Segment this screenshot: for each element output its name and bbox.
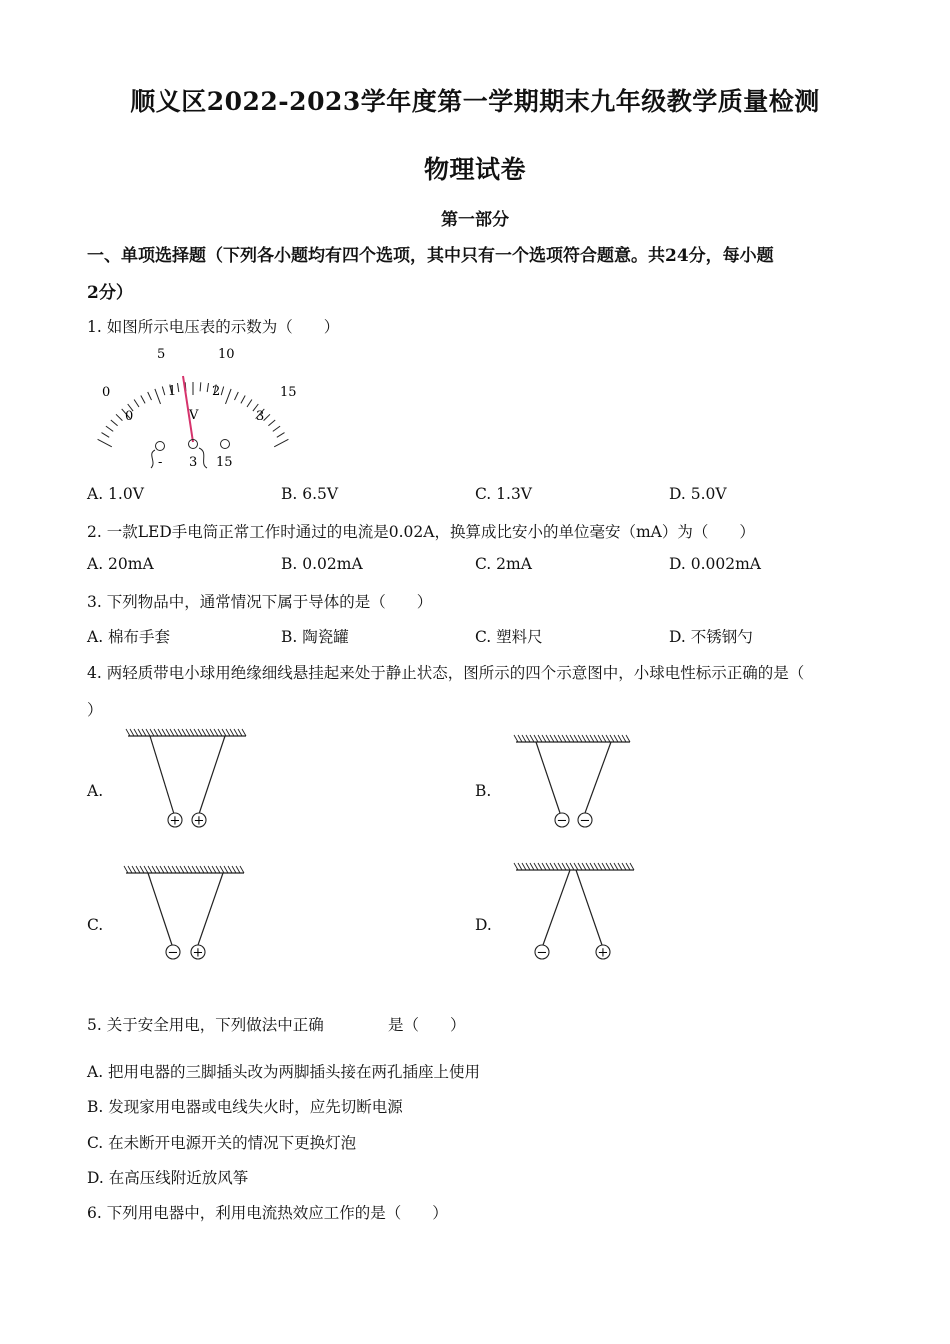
- q1-option-b[interactable]: B. 6.5V: [281, 485, 339, 503]
- ceiling-hatch: [590, 735, 594, 742]
- ceiling-hatch: [546, 863, 550, 870]
- ceiling-hatch: [550, 735, 554, 742]
- top-scale-5: 5: [157, 347, 166, 362]
- ceiling-hatch: [176, 866, 180, 873]
- bottom-scale-3: 3: [256, 409, 265, 424]
- ceiling-hatch: [546, 735, 550, 742]
- ceiling-hatch: [138, 729, 142, 736]
- ceiling-hatch: [230, 729, 234, 736]
- ceiling-hatch: [590, 863, 594, 870]
- q4-option-b[interactable]: B.: [475, 782, 492, 800]
- section-heading-cont: 2分）: [87, 283, 133, 303]
- q1-option-a[interactable]: A. 1.0V: [87, 485, 144, 503]
- ceiling-hatch: [610, 863, 614, 870]
- ceiling-hatch: [582, 735, 586, 742]
- wire-negative: [151, 450, 155, 468]
- ceiling-hatch: [200, 866, 204, 873]
- ceiling-hatch: [242, 729, 246, 736]
- scale-tick: [111, 420, 118, 426]
- ceiling-hatch: [618, 735, 622, 742]
- ceiling-hatch: [240, 866, 244, 873]
- ceiling-hatch: [132, 866, 136, 873]
- top-scale-15: 15: [280, 385, 297, 400]
- ceiling-hatch: [182, 729, 186, 736]
- ceiling-hatch: [130, 729, 134, 736]
- ceiling-hatch: [518, 735, 522, 742]
- ceiling-hatch: [186, 729, 190, 736]
- ceiling-hatch: [566, 735, 570, 742]
- ceiling-hatch: [578, 735, 582, 742]
- terminal-label-15: 15: [216, 455, 233, 470]
- ceiling-hatch: [618, 863, 622, 870]
- ceiling-hatch: [586, 863, 590, 870]
- scale-tick: [241, 396, 245, 404]
- ceiling-hatch: [566, 863, 570, 870]
- q3-option-d[interactable]: D. 不锈钢勺: [669, 628, 753, 646]
- q5-option-a[interactable]: A. 把用电器的三脚插头改为两脚插头接在两孔插座上使用: [87, 1063, 481, 1081]
- top-scale-10: 10: [218, 347, 235, 362]
- scale-tick: [247, 400, 252, 408]
- ceiling-hatch: [614, 863, 618, 870]
- ceiling-hatch: [156, 866, 160, 873]
- ceiling-hatch: [220, 866, 224, 873]
- ceiling-hatch: [226, 729, 230, 736]
- ceiling-hatch: [534, 863, 538, 870]
- question-4-text: 4. 两轻质带电小球用绝缘细线悬挂起来处于静止状态，图所示的四个示意图中，小球电性标示正确的是（: [87, 664, 805, 682]
- unit-label: V: [189, 408, 199, 423]
- ceiling-hatch: [610, 735, 614, 742]
- ceiling-hatch: [538, 735, 542, 742]
- ceiling-hatch: [222, 729, 226, 736]
- ceiling-hatch: [630, 863, 634, 870]
- ceiling-hatch: [208, 866, 212, 873]
- q5-option-b[interactable]: B. 发现家用电器或电线失火时，应先切断电源: [87, 1098, 403, 1116]
- scale-tick: [162, 387, 165, 396]
- ceiling-hatch: [210, 729, 214, 736]
- scale-tick: [178, 383, 179, 392]
- ceiling-hatch: [522, 735, 526, 742]
- ceiling-hatch: [216, 866, 220, 873]
- ceiling-hatch: [614, 735, 618, 742]
- terminal-15: [221, 440, 230, 449]
- ceiling-hatch: [206, 729, 210, 736]
- ceiling-hatch: [530, 863, 534, 870]
- ceiling-hatch: [530, 735, 534, 742]
- ceiling-hatch: [214, 729, 218, 736]
- ceiling-hatch: [550, 863, 554, 870]
- ceiling-hatch: [126, 729, 130, 736]
- ceiling-hatch: [526, 863, 530, 870]
- scale-tick: [134, 400, 139, 408]
- ceiling-hatch: [134, 729, 138, 736]
- scale-tick: [264, 414, 270, 420]
- charge-d-left: −: [536, 945, 548, 961]
- ceiling-hatch: [606, 735, 610, 742]
- ceiling-hatch: [236, 866, 240, 873]
- q1-option-d[interactable]: D. 5.0V: [669, 485, 727, 503]
- pendulum-figure-a: [120, 725, 255, 835]
- top-scale-0: 0: [102, 385, 111, 400]
- ceiling-hatch: [626, 735, 630, 742]
- ceiling-hatch: [142, 729, 146, 736]
- scale-tick: [273, 426, 280, 431]
- scale-tick: [235, 392, 239, 400]
- ceiling-hatch: [558, 863, 562, 870]
- q5-option-c[interactable]: C. 在未断开电源开关的情况下更换灯泡: [87, 1134, 357, 1152]
- scale-tick: [207, 383, 208, 392]
- ceiling-hatch: [124, 866, 128, 873]
- q3-option-a[interactable]: A. 棉布手套: [87, 628, 171, 646]
- ceiling-hatch: [558, 735, 562, 742]
- ceiling-hatch: [160, 866, 164, 873]
- question-6-text: 6. 下列用电器中，利用电流热效应工作的是（ ）: [87, 1204, 448, 1222]
- ceiling-hatch: [128, 866, 132, 873]
- ceiling-hatch: [626, 863, 630, 870]
- ceiling-hatch: [526, 735, 530, 742]
- q2-option-b[interactable]: B. 0.02mA: [281, 555, 363, 573]
- ceiling-hatch: [542, 735, 546, 742]
- ceiling-hatch: [212, 866, 216, 873]
- ceiling-hatch: [228, 866, 232, 873]
- ceiling-hatch: [594, 863, 598, 870]
- scale-tick: [200, 382, 201, 391]
- scale-tick: [155, 389, 161, 404]
- ceiling-hatch: [218, 729, 222, 736]
- ceiling-hatch: [144, 866, 148, 873]
- question-2-text: 2. 一款LED手电筒正常工作时通过的电流是0.02A，换算成比安小的单位毫安（mA）为（ ）: [87, 523, 755, 541]
- ceiling-hatch: [554, 863, 558, 870]
- q4-option-d[interactable]: D.: [475, 916, 492, 934]
- ceiling-hatch: [166, 729, 170, 736]
- charge-c-right: +: [192, 945, 204, 961]
- ceiling-hatch: [234, 729, 238, 736]
- terminal-label-3: 3: [189, 455, 198, 470]
- question-4-text-cont: ）: [87, 701, 103, 719]
- ceiling-hatch: [598, 735, 602, 742]
- ceiling-hatch: [514, 735, 518, 742]
- ceiling-hatch: [152, 866, 156, 873]
- ceiling-hatch: [180, 866, 184, 873]
- ceiling-hatch: [534, 735, 538, 742]
- ceiling-hatch: [154, 729, 158, 736]
- scale-tick: [141, 396, 145, 404]
- pendulum-figure-d: [508, 857, 643, 967]
- voltmeter-figure: [95, 340, 305, 475]
- section-heading: 一、单项选择题（下列各小题均有四个选项，其中只有一个选项符合题意。共24分，每小题: [87, 246, 774, 266]
- ceiling-hatch: [140, 866, 144, 873]
- ceiling-hatch: [578, 863, 582, 870]
- ceiling-hatch: [172, 866, 176, 873]
- question-5-text-end: 是（ ）: [388, 1016, 466, 1034]
- q2-option-c[interactable]: C. 2mA: [475, 555, 532, 573]
- scale-tick: [268, 420, 275, 426]
- ceiling-hatch: [518, 863, 522, 870]
- ceiling-hatch: [196, 866, 200, 873]
- ceiling-hatch: [148, 866, 152, 873]
- charge-b-left: −: [556, 813, 568, 829]
- ceiling-hatch: [554, 735, 558, 742]
- ceiling-hatch: [574, 735, 578, 742]
- ceiling-hatch: [224, 866, 228, 873]
- ceiling-hatch: [622, 863, 626, 870]
- terminal-negative: [156, 442, 165, 451]
- ceiling-hatch: [570, 863, 574, 870]
- ceiling-hatch: [602, 863, 606, 870]
- ceiling-hatch: [168, 866, 172, 873]
- scale-tick: [106, 426, 113, 431]
- ceiling-hatch: [162, 729, 166, 736]
- ceiling-hatch: [542, 863, 546, 870]
- ceiling-hatch: [188, 866, 192, 873]
- question-5-text: 5. 关于安全用电，下列做法中正确: [87, 1016, 324, 1034]
- charge-b-right: −: [579, 813, 591, 829]
- ceiling-hatch: [562, 863, 566, 870]
- ceiling-hatch: [562, 735, 566, 742]
- ceiling-hatch: [174, 729, 178, 736]
- ceiling-hatch: [136, 866, 140, 873]
- ceiling-hatch: [164, 866, 168, 873]
- ceiling-hatch: [238, 729, 242, 736]
- q1-option-c[interactable]: C. 1.3V: [475, 485, 533, 503]
- q4-option-c[interactable]: C.: [87, 916, 104, 934]
- ceiling-hatch: [522, 863, 526, 870]
- ceiling-hatch: [178, 729, 182, 736]
- ceiling-hatch: [202, 729, 206, 736]
- bottom-scale-0: 0: [125, 409, 134, 424]
- wire-3: [199, 448, 207, 468]
- charge-d-right: +: [597, 945, 609, 961]
- ceiling-hatch: [170, 729, 174, 736]
- question-3-text: 3. 下列物品中，通常情况下属于导体的是（ ）: [87, 593, 433, 611]
- q2-option-a[interactable]: A. 20mA: [87, 555, 154, 573]
- ceiling-hatch: [146, 729, 150, 736]
- ceiling-hatch: [602, 735, 606, 742]
- bottom-scale-2: 2: [212, 384, 221, 399]
- ceiling-hatch: [232, 866, 236, 873]
- pendulum-figure-c: [120, 857, 255, 967]
- ceiling-hatch: [158, 729, 162, 736]
- ceiling-hatch: [622, 735, 626, 742]
- q5-option-d[interactable]: D. 在高压线附近放风筝: [87, 1169, 249, 1187]
- ceiling-hatch: [606, 863, 610, 870]
- pendulum-figure-b: [508, 725, 643, 835]
- ceiling-hatch: [150, 729, 154, 736]
- ceiling-hatch: [184, 866, 188, 873]
- terminal-label-negative: -: [158, 455, 163, 470]
- ceiling-hatch: [570, 735, 574, 742]
- q3-option-c[interactable]: C. 塑料尺: [475, 628, 543, 646]
- scale-tick: [274, 439, 288, 447]
- part-heading: 第一部分: [441, 210, 509, 230]
- question-1-text: 1. 如图所示电压表的示数为（ ）: [87, 318, 340, 336]
- ceiling-hatch: [538, 863, 542, 870]
- ceiling-hatch: [190, 729, 194, 736]
- ceiling-hatch: [204, 866, 208, 873]
- scale-tick: [98, 439, 112, 447]
- ceiling-hatch: [586, 735, 590, 742]
- scale-tick: [277, 433, 285, 438]
- ceiling-hatch: [598, 863, 602, 870]
- ceiling-hatch: [594, 735, 598, 742]
- scale-tick: [148, 392, 152, 400]
- charge-a-right: +: [193, 813, 205, 829]
- ceiling-hatch: [194, 729, 198, 736]
- charge-c-left: −: [167, 945, 179, 961]
- scale-tick: [226, 389, 232, 404]
- ceiling-hatch: [192, 866, 196, 873]
- charge-a-left: +: [169, 813, 181, 829]
- ceiling-hatch: [514, 863, 518, 870]
- scale-tick: [102, 433, 110, 438]
- page-title: 顺义区2022-2023学年度第一学期期末九年级教学质量检测: [130, 87, 820, 116]
- page-subtitle: 物理试卷: [423, 155, 526, 184]
- q2-option-d[interactable]: D. 0.002mA: [669, 555, 761, 573]
- q3-option-b[interactable]: B. 陶瓷罐: [281, 628, 349, 646]
- bottom-scale-1: 1: [168, 384, 177, 399]
- scale-tick: [116, 414, 122, 420]
- ceiling-hatch: [198, 729, 202, 736]
- ceiling-hatch: [582, 863, 586, 870]
- q4-option-a[interactable]: A.: [87, 782, 104, 800]
- ceiling-hatch: [574, 863, 578, 870]
- scale-tick: [221, 387, 224, 396]
